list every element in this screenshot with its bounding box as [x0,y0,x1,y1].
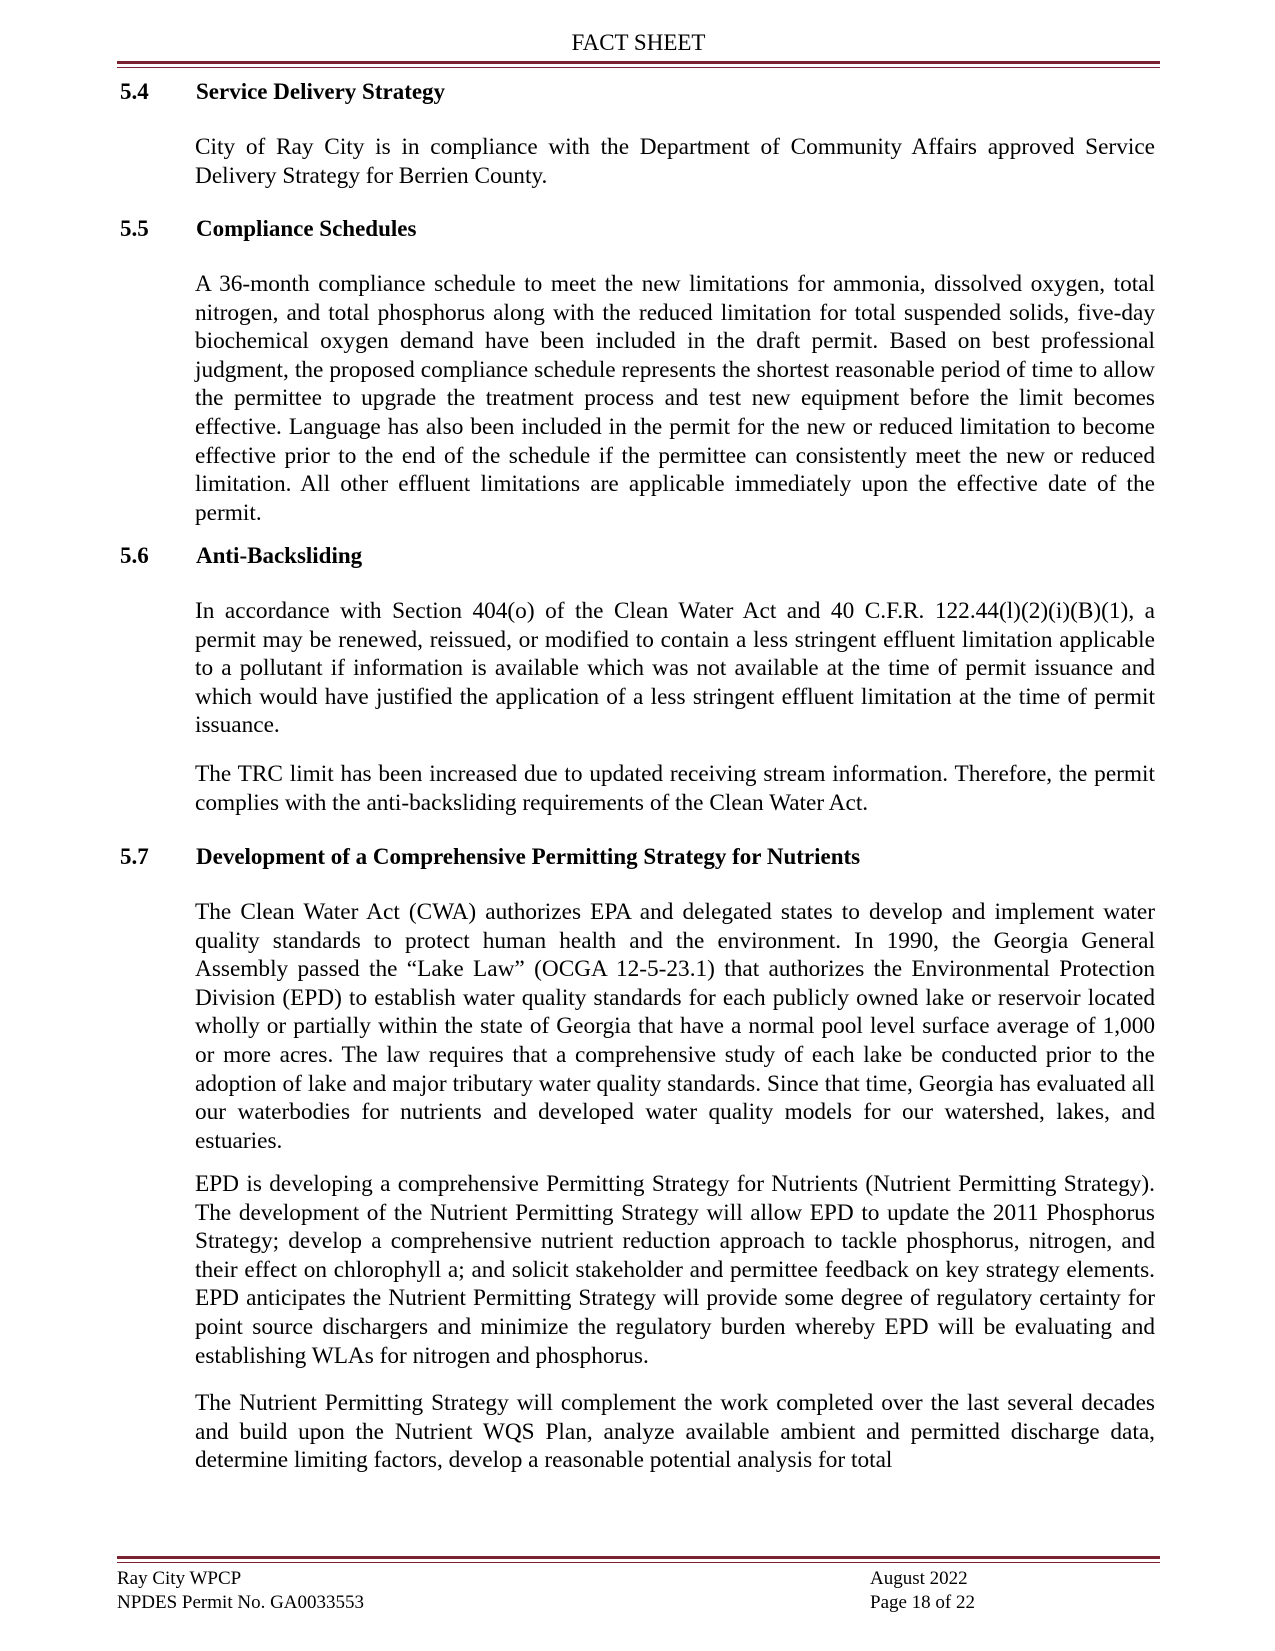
paragraph: The Clean Water Act (CWA) authorizes EPA and delegated states to develop and implement water quality standards to protect human health and the environment. In 1990, the Georgia General Assembly passed the “Lake Law” (OCGA 12-5-23.1) that authorizes the Environmental Protection Division (EPD) to establish water quality standards for each publicly owned lake or reservoir located wholly or partially within the state of Georgia that have a normal pool level surface average of 1,000 or more acres. The law requires that a comprehensive study of each lake be conducted prior to the adoption of lake and major tributary water quality standards. Since that time, Georgia has evaluated all our waterbodies for nutrients and developed water quality models for our watershed, lakes, and estuaries. [195,899,1155,1154]
section-number: 5.4 [120,79,149,104]
paragraph: A 36-month compliance schedule to meet the new limitations for ammonia, dissolved oxygen, total nitrogen, and total phosphorus along with the reduced limitation for total suspended solids, five-day biochemical oxygen demand have been included in the draft permit. Based on best professional judgment, the proposed compliance schedule represents the shortest reasonable period of time to allow the permittee to upgrade the treatment process and test new equipment before the limit becomes effective. Language has also been included in the permit for the new or reduced limitation to become effective prior to the end of the schedule if the permittee can consistently meet the new or reduced limitation. All other effluent limitations are applicable immediately upon the effective date of the permit. [195,271,1155,526]
section-number: 5.6 [120,543,149,568]
section-5-6-body-1 [195,597,1155,740]
section-title: Development of a Comprehensive Permitting Strategy for Nutrients [196,844,861,869]
section-title: Anti-Backsliding [196,543,363,568]
page-header-title: FACT SHEET [571,30,706,55]
footer-permit-number: NPDES Permit No. GA0033553 [117,1592,365,1613]
footer-date: August 2022 [870,1568,968,1589]
section-heading-5-6 [120,541,1160,571]
section-heading-5-5 [120,214,1160,244]
section-title: Service Delivery Strategy [196,79,446,104]
header-rule [117,61,1160,68]
footer-left [117,1567,364,1615]
section-title: Compliance Schedules [196,216,417,241]
section-5-6-body-2 [195,760,1155,817]
footer-page-number: Page 18 of 22 [870,1592,976,1613]
section-number: 5.7 [120,844,149,869]
paragraph: The TRC limit has been increased due to updated receiving stream information. Therefore, the permit complies with the anti-backsliding requirements of the Clean Water Act. [195,761,1155,816]
section-5-5-body [195,270,1155,527]
paragraph: In accordance with Section 404(o) of the Clean Water Act and 40 C.F.R. 122.44(l)(2)(i)(B)(1), a permit may be renewed, reissued, or modified to contain a less stringent effluent limitation applicable to a pollutant if information is available which was not available at the time of permit issuance and which would have justified the application of a less stringent effluent limitation at the time of permit issuance. [195,598,1155,739]
paragraph: The Nutrient Permitting Strategy will complement the work completed over the last several decades and build upon the Nutrient WQS Plan, analyze available ambient and permitted discharge data, determine limiting factors, develop a reasonable potential analysis for total [195,1390,1155,1474]
footer-facility: Ray City WPCP [117,1568,242,1589]
paragraph: EPD is developing a comprehensive Permitting Strategy for Nutrients (Nutrient Permitting Strategy). The development of the Nutrient Permitting Strategy will allow EPD to update the 2011 Phosphorus Strategy; develop a comprehensive nutrient reduction approach to tackle phosphorus, nitrogen, and their effect on chlorophyll a; and solicit stakeholder and permittee feedback on key strategy elements. EPD anticipates the Nutrient Permitting Strategy will provide some degree of regulatory certainty for point source dischargers and minimize the regulatory burden whereby EPD will be evaluating and establishing WLAs for nitrogen and phosphorus. [195,1171,1155,1369]
section-5-7-body-1 [195,898,1155,1155]
footer-right [870,1567,975,1615]
section-heading-5-7 [120,842,1160,872]
footer-rule [117,1556,1160,1563]
section-5-7-body-3 [195,1389,1155,1475]
section-heading-5-4 [120,77,1160,107]
paragraph: City of Ray City is in compliance with the Department of Community Affairs approved Service Delivery Strategy for Berrien County. [195,134,1155,189]
section-number: 5.5 [120,216,149,241]
section-5-4-body [195,133,1155,190]
section-5-7-body-2 [195,1170,1155,1370]
